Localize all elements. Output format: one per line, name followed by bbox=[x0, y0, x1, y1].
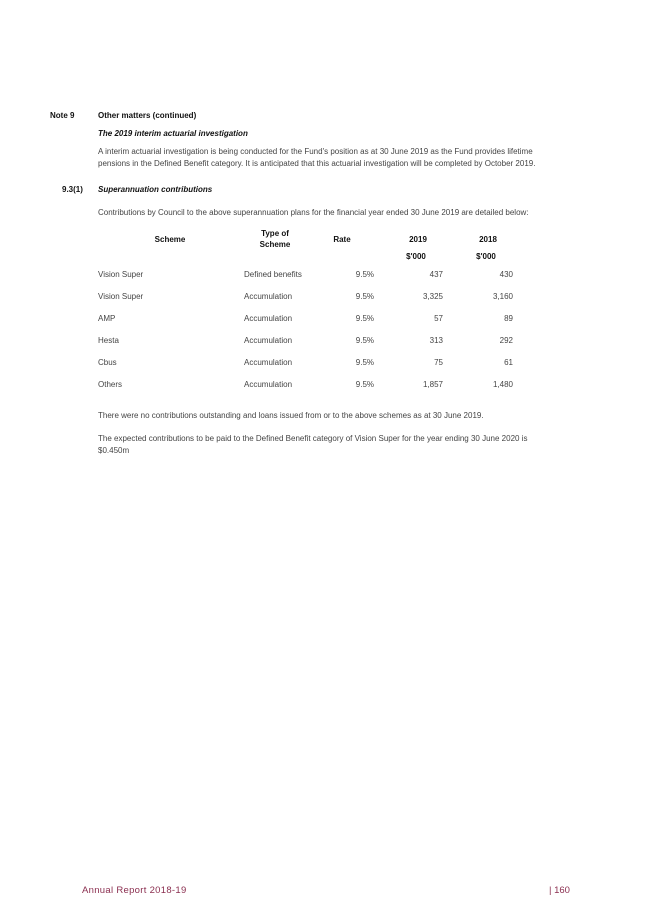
note-number: Note 9 bbox=[50, 111, 75, 120]
header-unit-2019: $'000 bbox=[406, 252, 426, 261]
cell-rate: 9.5% bbox=[355, 292, 374, 301]
expected-paragraph-line-2: $0.450m bbox=[98, 446, 130, 455]
interim-heading: The 2019 interim actuarial investigation bbox=[98, 129, 248, 138]
header-scheme: Scheme bbox=[154, 235, 186, 244]
cell-rate: 9.5% bbox=[355, 380, 374, 389]
cell-type: Accumulation bbox=[244, 336, 293, 345]
cell-2019: 57 bbox=[434, 314, 443, 323]
cell-2019: 75 bbox=[434, 358, 443, 367]
cell-2019: 437 bbox=[429, 270, 443, 279]
footer-page-number: | 160 bbox=[549, 885, 570, 896]
cell-2018: 292 bbox=[499, 336, 513, 345]
expected-paragraph-line-1: The expected contributions to be paid to the Defined Benefit category of Vision Super for the year ending 30 June 2020 is bbox=[98, 434, 528, 443]
cell-rate: 9.5% bbox=[355, 314, 374, 323]
footer-report-title: Annual Report 2018-19 bbox=[82, 885, 187, 896]
header-type-line-2: Scheme bbox=[259, 240, 291, 249]
cell-rate: 9.5% bbox=[355, 270, 374, 279]
cell-scheme: AMP bbox=[98, 314, 116, 323]
cell-type: Accumulation bbox=[244, 358, 293, 367]
note-title: Other matters (continued) bbox=[98, 111, 197, 120]
section-number: 9.3(1) bbox=[62, 185, 83, 194]
header-2018: 2018 bbox=[479, 235, 497, 244]
cell-2019: 3,325 bbox=[422, 292, 443, 301]
cell-scheme: Vision Super bbox=[98, 292, 144, 301]
cell-scheme: Hesta bbox=[98, 336, 119, 345]
header-unit-2018: $'000 bbox=[476, 252, 496, 261]
cell-scheme: Vision Super bbox=[98, 270, 144, 279]
header-rate: Rate bbox=[333, 235, 351, 244]
cell-2018: 1,480 bbox=[492, 380, 513, 389]
cell-2019: 1,857 bbox=[422, 380, 443, 389]
cell-rate: 9.5% bbox=[355, 336, 374, 345]
cell-type: Accumulation bbox=[244, 314, 293, 323]
cell-type: Accumulation bbox=[244, 380, 293, 389]
cell-type: Defined benefits bbox=[244, 270, 302, 279]
cell-2019: 313 bbox=[429, 336, 443, 345]
section-heading: Superannuation contributions bbox=[98, 185, 213, 194]
interim-paragraph-line-1: A interim actuarial investigation is being conducted for the Fund's position as at 30 June 2019 as the Fund provides lifetime bbox=[98, 147, 533, 156]
interim-paragraph-line-2: pensions in the Defined Benefit category. It is anticipated that this actuarial investigation will be completed by October 2019. bbox=[98, 159, 536, 168]
cell-2018: 89 bbox=[504, 314, 513, 323]
cell-2018: 3,160 bbox=[492, 292, 513, 301]
cell-scheme: Cbus bbox=[98, 358, 117, 367]
header-2019: 2019 bbox=[409, 235, 427, 244]
cell-2018: 430 bbox=[499, 270, 513, 279]
cell-scheme: Others bbox=[98, 380, 123, 389]
section-intro: Contributions by Council to the above superannuation plans for the financial year ended 30 June 2019 are detailed below: bbox=[98, 208, 529, 217]
cell-rate: 9.5% bbox=[355, 358, 374, 367]
outstanding-paragraph: There were no contributions outstanding and loans issued from or to the above schemes as at 30 June 2019. bbox=[98, 411, 484, 420]
header-type-line-1: Type of bbox=[261, 229, 289, 238]
cell-2018: 61 bbox=[504, 358, 513, 367]
cell-type: Accumulation bbox=[244, 292, 293, 301]
